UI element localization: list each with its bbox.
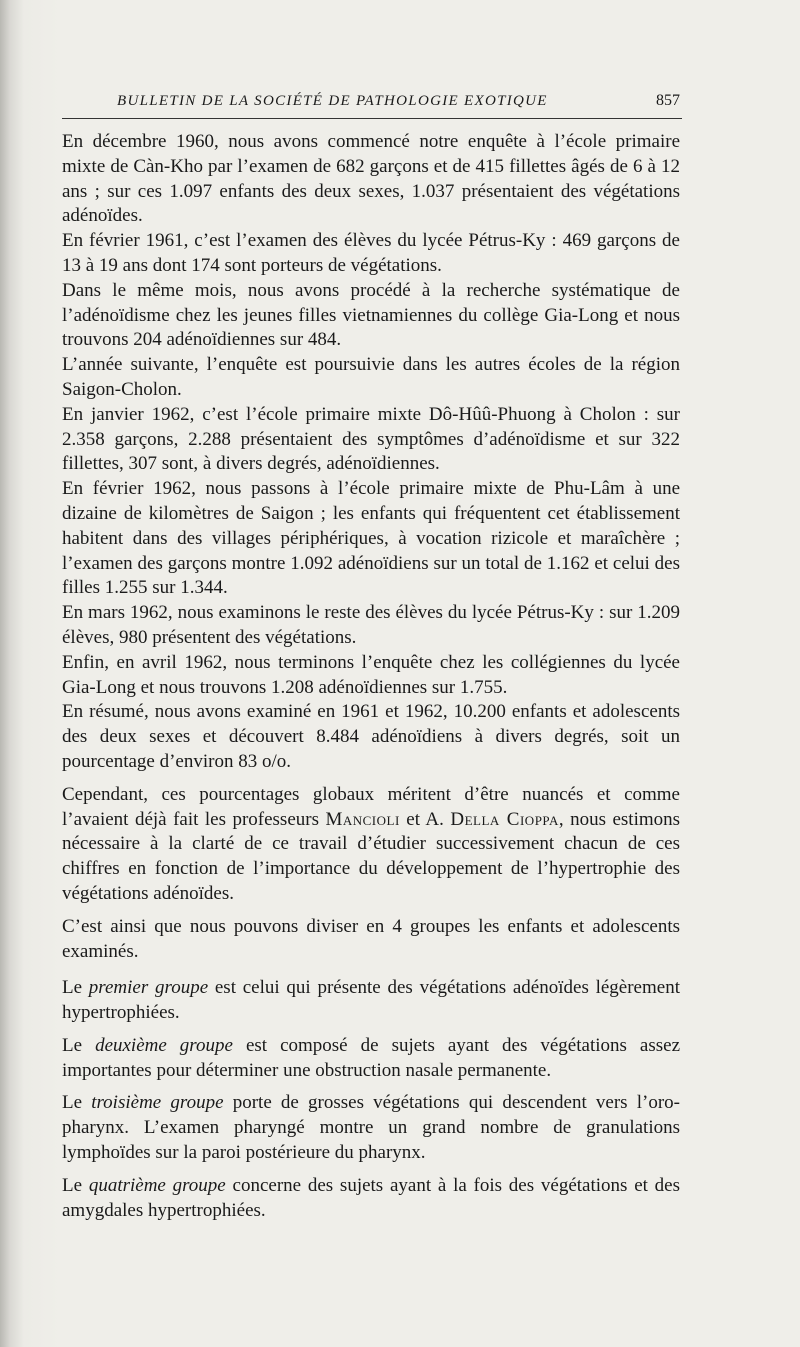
premier-groupe-term: premier groupe — [88, 977, 209, 999]
quatrieme-groupe-lead: Le — [62, 1174, 89, 1196]
premier-groupe-rest: est celui qui présente des végétations adénoïdes légèrement hypertrophiées. — [62, 977, 680, 1024]
paragraph-phu-lam: En février 1962, nous passons à l’école primaire mixte de Phu-Lâm à une dizaine de kilomètres de Saigon ; les enfants qui fréquentent cet établissement habitent dans des villages périphériques, à vocation rizicole et maraîchère ; l’examen des garçons montre 1.092 adénoïdiens sur un total de 1.162 et celui des filles 1.255 sur 1.344. — [62, 478, 680, 599]
quatrieme-groupe-rest: concerne des sujets ayant à la fois des végétations et des amygdales hypertrophiées. — [62, 1174, 680, 1221]
paragraph-quatrieme-groupe — [62, 1174, 680, 1224]
paragraph-petrus-ky-1961: En février 1961, c’est l’examen des élèves du lycée Pétrus-Ky : 469 garçons de 13 à 19 ans dont 174 sont porteurs de végétations. — [62, 230, 680, 276]
paragraph-do-huu-phuong: En janvier 1962, c’est l’école primaire mixte Dô-Hûû-Phuong à Cholon : sur 2.358 garçons, 2.288 présentaient des symptômes d’adénoïdisme et sur 322 fillettes, 307 sont, à divers degrés, adénoïdiennes. — [62, 403, 680, 475]
paragraph-enquete-can-kho: En décembre 1960, nous avons commencé notre enquête à l’école primaire mixte de Càn-Kho par l’examen de 682 garçons et de 415 fillettes âgés de 6 à 12 ans ; sur ces 1.097 enfants des deux sexes, 1.037 présentaient des végétations adénoïdes. — [62, 131, 680, 227]
paragraph-quatre-groupes: C’est ainsi que nous pouvons diviser en 4 groupes les enfants et adolescents examinés. — [62, 915, 680, 962]
paragraph-annee-suivante: L’année suivante, l’enquête est poursuivie dans les autres écoles de la région Saigon-Cholon. — [62, 354, 680, 400]
running-head: BULLETIN DE LA SOCIÉTÉ DE PATHOLOGIE EXOTIQUE — [117, 93, 548, 109]
page-header — [62, 92, 682, 119]
author-della-cioppa: Della Cioppa — [450, 808, 559, 830]
paragraph-deuxieme-groupe — [62, 1034, 680, 1084]
page-number: 857 — [656, 92, 680, 109]
deuxieme-groupe-rest: est composé de sujets ayant des végétations assez importantes pour déterminer une obstruction nasale permanente. — [62, 1034, 680, 1081]
paragraph-nuances — [62, 783, 680, 907]
premier-groupe-lead: Le — [62, 977, 89, 999]
paragraph-premier-groupe — [62, 976, 680, 1026]
troisieme-groupe-rest: porte de grosses végétations qui descendent vers l’oro-pharynx. L’examen pharyngé montre un grand nombre de granulations lymphoïdes sur la paroi postérieure du pharynx. — [62, 1092, 680, 1164]
troisieme-groupe-lead: Le — [62, 1092, 92, 1114]
deuxieme-groupe-term: deuxième groupe — [95, 1034, 233, 1056]
nuances-text-before: Cependant, ces pourcentages globaux méritent d’être nuancés et comme l’avaient déjà fait les professeurs — [62, 783, 680, 830]
deuxieme-groupe-lead: Le — [62, 1034, 96, 1056]
body-text — [62, 130, 680, 1223]
paragraph-gia-long-1961: Dans le même mois, nous avons procédé à la recherche systématique de l’adénoïdisme chez les jeunes filles vietnamiennes du collège Gia-Long et nous trouvons 204 adénoïdiennes sur 484. — [62, 279, 680, 351]
paragraph-resume: En résumé, nous avons examiné en 1961 et 1962, 10.200 enfants et adolescents des deux sexes et découvert 8.484 adénoïdiens à divers degrés, soit un pourcentage d’environ 83 o/o. — [62, 701, 680, 772]
paragraph-troisieme-groupe — [62, 1091, 680, 1165]
author-mancioli: Mancioli — [325, 808, 400, 830]
troisieme-groupe-term: troisième groupe — [91, 1092, 224, 1114]
nuances-text-after: , nous estimons nécessaire à la clarté de ce travail d’étudier successivement chacun de ces chiffres en fonction de l’importance du développement de l’hypertrophie des végétations adénoïdes. — [62, 808, 681, 904]
paragraph-gia-long-1962: Enfin, en avril 1962, nous terminons l’enquête chez les collégiennes du lycée Gia-Long et nous trouvons 1.208 adénoïdiennes sur 1.755. — [62, 651, 680, 698]
paragraph-petrus-ky-1962: En mars 1962, nous examinons le reste des élèves du lycée Pétrus-Ky : sur 1.209 élèves, 980 présentent des végétations. — [62, 602, 680, 648]
quatrieme-groupe-term: quatrième groupe — [88, 1174, 226, 1196]
nuances-text-mid: et A. — [399, 808, 451, 830]
